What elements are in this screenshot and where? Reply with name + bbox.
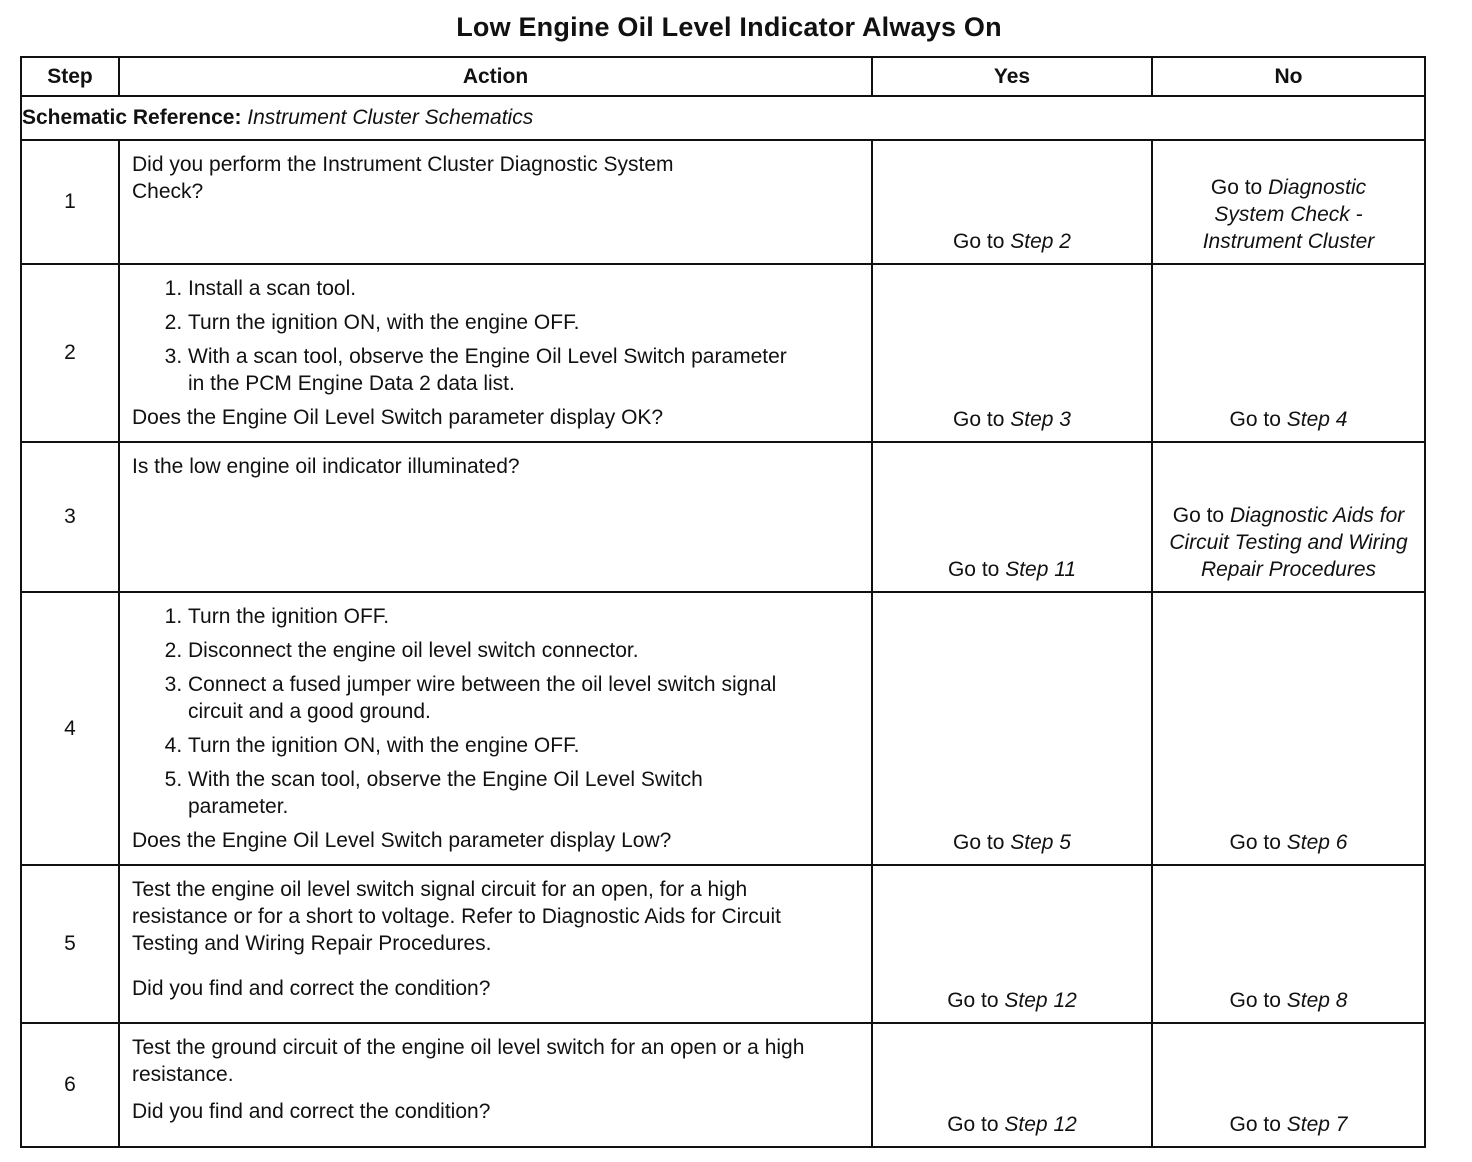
- no-cell: [1152, 442, 1425, 592]
- action-question: Does the Engine Oil Level Switch parameter display OK?: [132, 406, 664, 429]
- action-question: Did you find and correct the condition?: [132, 977, 491, 1000]
- action-text: Did you perform the Instrument Cluster Diagnostic System Check?: [132, 153, 674, 203]
- step-number: 6: [21, 1023, 119, 1147]
- no-target: Step 4: [1286, 408, 1348, 431]
- yes-cell: [872, 592, 1152, 865]
- goto-prefix: Go to: [1229, 989, 1281, 1012]
- yes-cell: [872, 140, 1152, 264]
- action-cell: [119, 1023, 872, 1147]
- schematic-reference: [21, 96, 1425, 140]
- diagnostic-table: [20, 56, 1426, 1148]
- table-row: [21, 442, 1425, 592]
- yes-cell: [872, 442, 1152, 592]
- action-list: [132, 603, 859, 820]
- table-row: [21, 865, 1425, 1023]
- yes-target: Step 2: [1010, 230, 1071, 253]
- goto-prefix: Go to: [1229, 408, 1281, 431]
- no-target: Step 8: [1286, 989, 1348, 1012]
- action-text: Test the engine oil level switch signal circuit for an open, for a high resistance or for a short to voltage. Refer to Diagnostic Aids for Circuit Testing and Wiring Repair Procedures.: [132, 878, 781, 955]
- page-title: Low Engine Oil Level Indicator Always On: [456, 12, 1002, 42]
- schematic-label: Schematic Reference:: [22, 106, 242, 129]
- table-row: [21, 1023, 1425, 1147]
- step-number: 4: [21, 592, 119, 865]
- action-cell: [119, 865, 872, 1023]
- yes-cell: [872, 865, 1152, 1023]
- table-row: [21, 592, 1425, 865]
- list-item: 3. Connect a fused jumper wire between the oil level switch signal circuit and a good ground.: [188, 671, 818, 725]
- no-cell: [1152, 1023, 1425, 1147]
- action-cell: [119, 140, 872, 264]
- yes-target: Step 11: [1005, 558, 1077, 581]
- schematic-reference-row: [21, 96, 1425, 140]
- yes-target: Step 3: [1010, 408, 1071, 431]
- no-cell: [1152, 865, 1425, 1023]
- yes-target: Step 12: [1004, 989, 1077, 1012]
- yes-cell: [872, 1023, 1152, 1147]
- list-item: 5. With the scan tool, observe the Engine Oil Level Switch parameter.: [188, 766, 808, 820]
- no-target: Step 7: [1286, 1113, 1348, 1136]
- header-no: No: [1152, 57, 1425, 96]
- list-item: 1. Install a scan tool.: [188, 275, 859, 302]
- table-row: [21, 264, 1425, 442]
- list-item: 4. Turn the ignition ON, with the engine OFF.: [188, 732, 859, 759]
- goto-prefix: Go to: [947, 558, 1000, 581]
- list-item: 1. Turn the ignition OFF.: [188, 603, 859, 630]
- goto-prefix: Go to: [947, 989, 999, 1012]
- header-row: [21, 57, 1425, 96]
- yes-cell: [872, 264, 1152, 442]
- action-cell: [119, 264, 872, 442]
- header-step: Step: [21, 57, 119, 96]
- no-cell: [1152, 140, 1425, 264]
- no-cell: [1152, 592, 1425, 865]
- yes-target: Step 5: [1010, 831, 1071, 854]
- goto-prefix: Go to: [953, 408, 1005, 431]
- no-target: Step 6: [1286, 831, 1348, 854]
- goto-prefix: Go to: [1210, 176, 1263, 199]
- no-cell: [1152, 264, 1425, 442]
- action-cell: [119, 442, 872, 592]
- table-row: [21, 140, 1425, 264]
- step-number: 2: [21, 264, 119, 442]
- schematic-value: Instrument Cluster Schematics: [247, 106, 534, 129]
- goto-prefix: Go to: [1229, 831, 1281, 854]
- action-question: Does the Engine Oil Level Switch parameter display Low?: [132, 829, 672, 852]
- header-yes: Yes: [872, 57, 1152, 96]
- goto-prefix: Go to: [953, 831, 1005, 854]
- action-text: Is the low engine oil indicator illuminated?: [132, 455, 520, 478]
- yes-target: Step 12: [1004, 1113, 1077, 1136]
- list-item: 2. Disconnect the engine oil level switch connector.: [188, 637, 859, 664]
- goto-prefix: Go to: [947, 1113, 999, 1136]
- action-cell: [119, 592, 872, 865]
- goto-prefix: Go to: [1229, 1113, 1281, 1136]
- header-action: Action: [119, 57, 872, 96]
- action-list: [132, 275, 859, 397]
- step-number: 3: [21, 442, 119, 592]
- no-target: Diagnostic System Check - Instrument Cluster: [1202, 176, 1375, 253]
- goto-prefix: Go to: [1172, 504, 1225, 527]
- list-item: 2. Turn the ignition ON, with the engine OFF.: [188, 309, 859, 336]
- list-item: 3. With a scan tool, observe the Engine Oil Level Switch parameter in the PCM Engine Data 2 data list.: [188, 343, 788, 397]
- no-target: Diagnostic Aids for Circuit Testing and Wiring Repair Procedures: [1169, 504, 1408, 581]
- action-question: Did you find and correct the condition?: [132, 1100, 491, 1123]
- step-number: 1: [21, 140, 119, 264]
- goto-prefix: Go to: [953, 230, 1005, 253]
- step-number: 5: [21, 865, 119, 1023]
- action-text: Test the ground circuit of the engine oil level switch for an open or a high resistance.: [132, 1036, 805, 1086]
